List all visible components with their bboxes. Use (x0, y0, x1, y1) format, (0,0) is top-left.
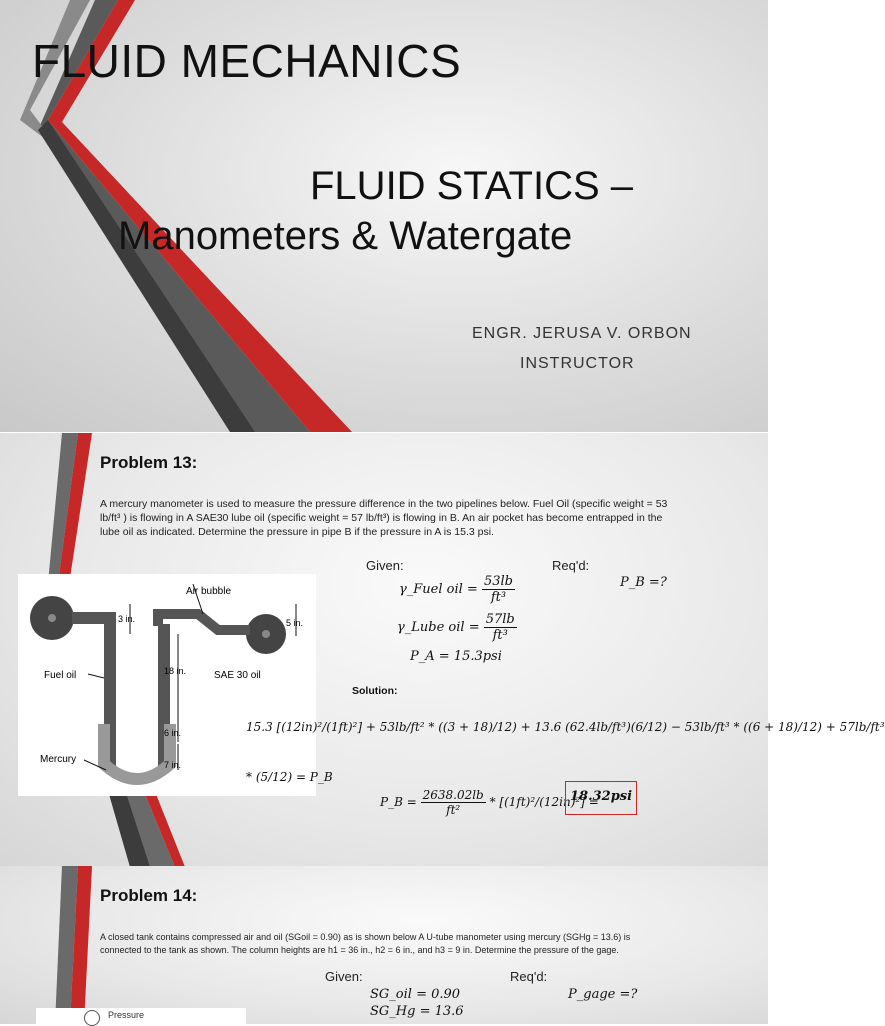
three-inch-label: 3 in. (118, 614, 136, 624)
pressure-a: P_A = 15.3psi (410, 649, 502, 664)
problem-14-text-line1: A closed tank contains compressed air and oil (SGoil = 0.90) as is shown below A U-tube manometer using mercury (SGHg = 13.6) is (100, 932, 631, 942)
reqd-gage: P_gage =? (568, 987, 638, 1002)
gamma-fuel-oil: γ_Fuel oil = $\frac{53lb}{\text{ft³}}$ (399, 574, 513, 605)
problem-13-text-line2: lb/ft³ ) is flowing in A SAE30 lube oil (specific weight = 57 lb/ft³) is flowing in B. An air pocket has become entrapped in the (100, 512, 663, 524)
given-label: Given: (366, 558, 404, 573)
answer-value: 18.32psi (570, 789, 633, 804)
sg-oil: SG_oil = 0.90 (370, 987, 461, 1002)
seven-inch-label: 7 in. (164, 760, 182, 770)
five-inch-label: 5 in. (286, 618, 304, 628)
fuel-oil-label: Fuel oil (44, 670, 77, 681)
equation-line1: 15.3 [(12in)²/(1ft)²] + 53lb/ft² * ((3 + 18)/12) + 13.6 (62.4lb/ft³)(6/12) − 53lb/ft³ * ((6 + 18)/12) + 57lb/ft³ (246, 720, 885, 734)
author-role: INSTRUCTOR (520, 355, 635, 372)
equation-line2: * (5/12) = P_B (246, 770, 333, 784)
problem-14-text-line2: connected to the tank as shown. The column heights are h1 = 36 in., h2 = 6 in., and h3 = 9 in. Determine the pressure of the gage. (100, 945, 619, 955)
gamma-lube-oil: γ_Lube oil = $\frac{57lb}{\text{ft³}}$ (397, 612, 515, 643)
reqd-label: Req'd: (552, 558, 590, 573)
problem-13-title: Problem 13: (100, 453, 198, 472)
problem-13-text-line3: lube oil as indicated. Determine the pressure in pipe B if the pressure in A is 15.3 psi. (100, 526, 494, 538)
sae30-label: SAE 30 oil (214, 670, 261, 681)
pressure-label: Pressure (108, 1010, 145, 1020)
given-label-14: Given: (325, 969, 363, 984)
air-bubble-label: Air bubble (186, 586, 232, 597)
manometer-diagram (18, 574, 316, 796)
final-equation: P_B = $\frac{2638.02lb}{\text{ft²}}$ * [(1ft)²/(12in)²] = (380, 788, 599, 817)
reqd-label-14: Req'd: (510, 969, 548, 984)
solution-label: Solution: (352, 685, 398, 697)
sg-hg: SG_Hg = 13.6 (370, 1004, 464, 1019)
six-inch-label: 6 in. (164, 728, 182, 738)
tank-figure (36, 1008, 246, 1024)
title-slide (0, 0, 768, 432)
manometer-figure (18, 574, 316, 796)
reqd-expression: P_B =? (620, 575, 667, 590)
problem-13-text-line1: A mercury manometer is used to measure the pressure difference in the two pipelines below. Fuel Oil (specific weight = 53 (100, 498, 668, 510)
problem-14-title: Problem 14: (100, 886, 198, 905)
course-title: FLUID MECHANICS (32, 35, 462, 87)
mercury-label: Mercury (40, 754, 77, 765)
pressure-gage-icon (84, 1010, 100, 1026)
author-name: ENGR. JERUSA V. ORBON (472, 325, 692, 342)
topic-title-line1: FLUID STATICS – (310, 164, 634, 208)
eighteen-inch-label: 18 in. (164, 666, 187, 676)
topic-title-line2: Manometers & Watergate (118, 214, 573, 258)
